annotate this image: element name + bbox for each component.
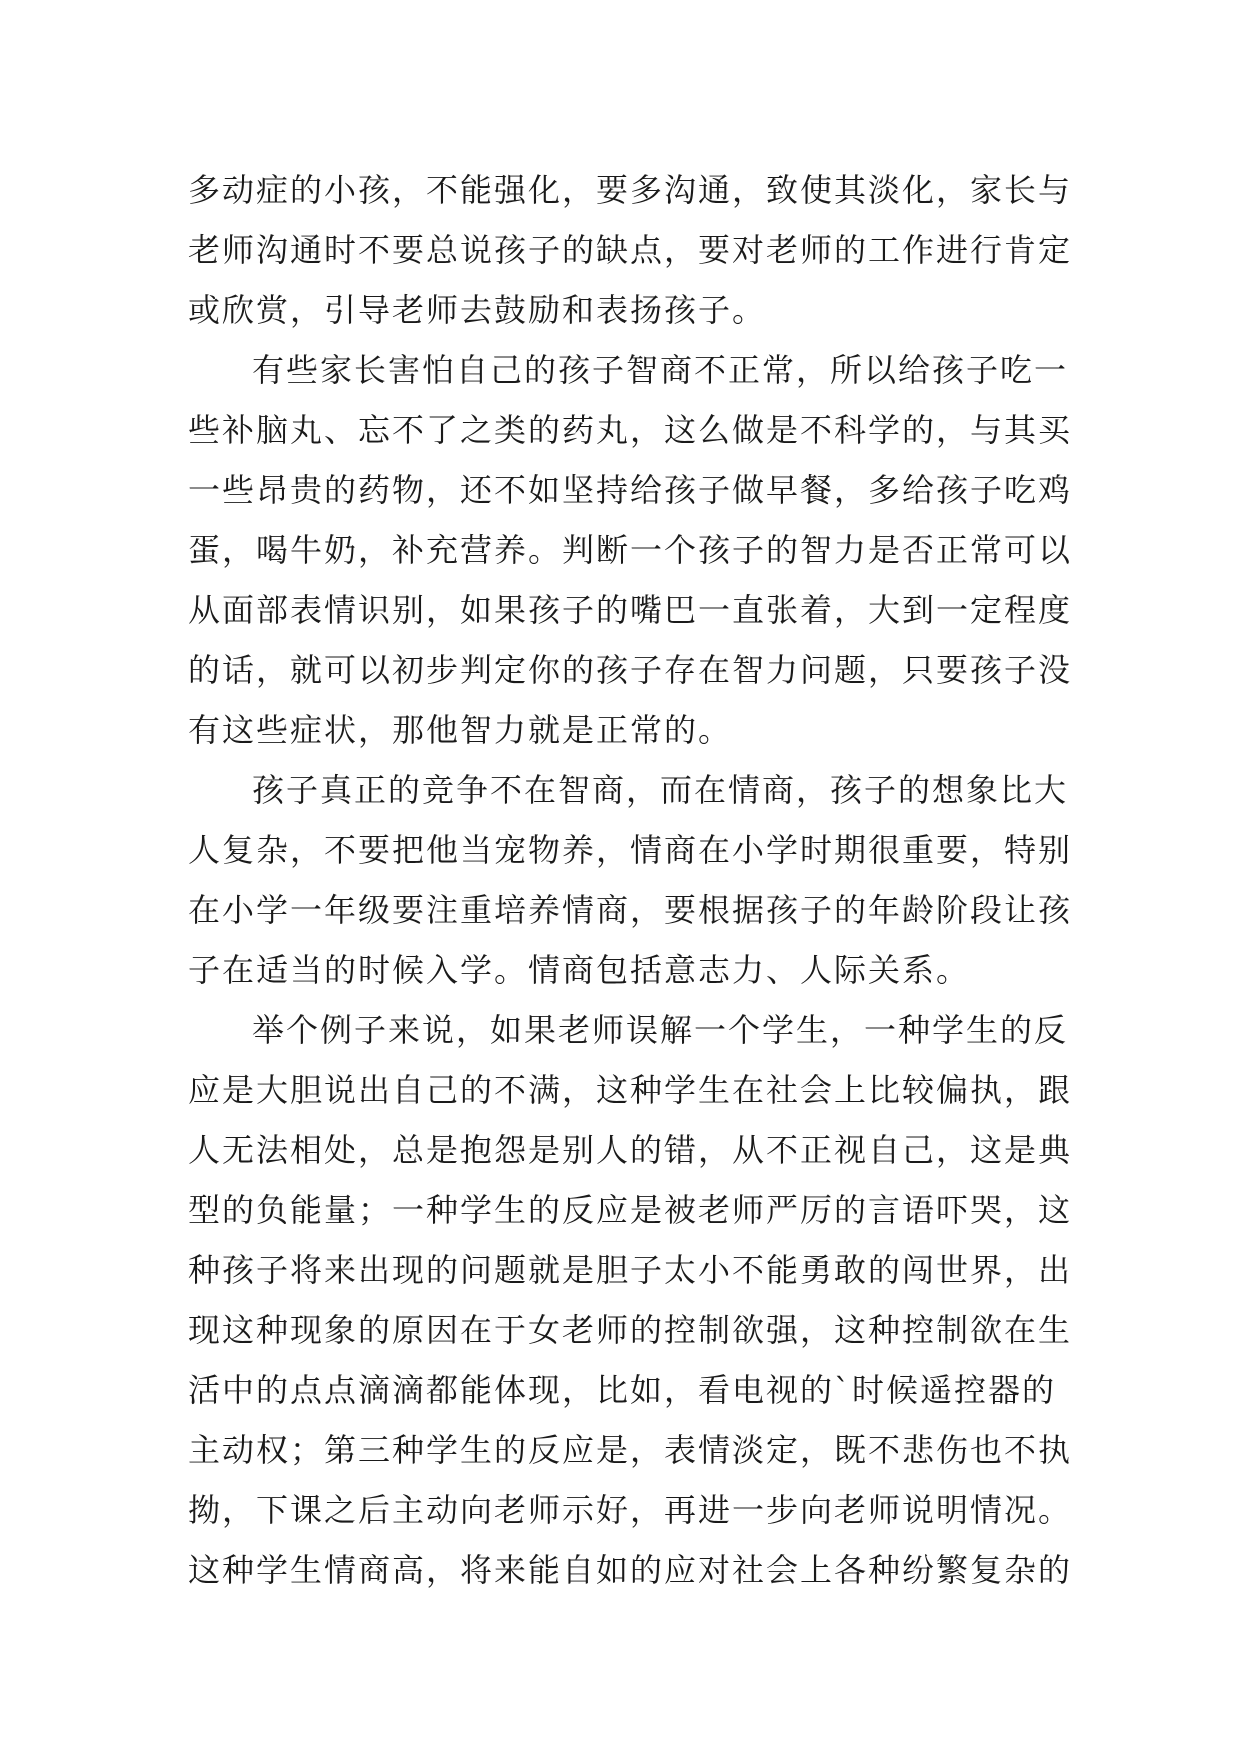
text-line: 人复杂，不要把他当宠物养，情商在小学时期很重要，特别 (188, 831, 1073, 869)
paragraph-first-line: 有些家长害怕自己的孩子智商不正常，所以给孩子吃一 (252, 351, 1069, 389)
text-line: 子在适当的时候入学。情商包括意志力、人际关系。 (188, 951, 971, 989)
paragraph-first-line: 孩子真正的竞争不在智商，而在情商，孩子的想象比大 (252, 771, 1069, 809)
text-line: 一些昂贵的药物，还不如坚持给孩子做早餐，多给孩子吃鸡 (188, 471, 1073, 509)
text-line: 这种学生情商高，将来能自如的应对社会上各种纷繁复杂的 (188, 1551, 1073, 1589)
text-line: 的话，就可以初步判定你的孩子存在智力问题，只要孩子没 (188, 651, 1073, 689)
text-line: 种孩子将来出现的问题就是胆子太小不能勇敢的闯世界，出 (188, 1251, 1073, 1289)
text-line: 现这种现象的原因在于女老师的控制欲强，这种控制欲在生 (188, 1311, 1073, 1349)
text-line: 或欣赏，引导老师去鼓励和表扬孩子。 (188, 291, 767, 329)
text-line: 拗，下课之后主动向老师示好，再进一步向老师说明情况。 (188, 1491, 1073, 1529)
text-line: 在小学一年级要注重培养情商，要根据孩子的年龄阶段让孩 (188, 891, 1073, 929)
text-line: 主动权；第三种学生的反应是，表情淡定，既不悲伤也不执 (188, 1431, 1073, 1469)
text-line: 应是大胆说出自己的不满，这种学生在社会上比较偏执，跟 (188, 1071, 1073, 1109)
paragraph-first-line: 举个例子来说，如果老师误解一个学生，一种学生的反 (252, 1011, 1069, 1049)
body-text (188, 160, 1073, 1600)
text-line: 有这些症状，那他智力就是正常的。 (188, 711, 733, 749)
text-line: 从面部表情识别，如果孩子的嘴巴一直张着，大到一定程度 (188, 591, 1073, 629)
text-line: 人无法相处，总是抱怨是别人的错，从不正视自己，这是典 (188, 1131, 1073, 1169)
text-line: 活中的点点滴滴都能体现，比如，看电视的`时候遥控器的 (188, 1371, 1057, 1409)
text-line: 些补脑丸、忘不了之类的药丸，这么做是不科学的，与其买 (188, 411, 1073, 449)
text-line: 老师沟通时不要总说孩子的缺点，要对老师的工作进行肯定 (188, 231, 1073, 269)
text-line: 蛋，喝牛奶，补充营养。判断一个孩子的智力是否正常可以 (188, 531, 1073, 569)
text-line: 多动症的小孩，不能强化，要多沟通，致使其淡化，家长与 (188, 171, 1073, 209)
text-line: 型的负能量；一种学生的反应是被老师严厉的言语吓哭，这 (188, 1191, 1073, 1229)
